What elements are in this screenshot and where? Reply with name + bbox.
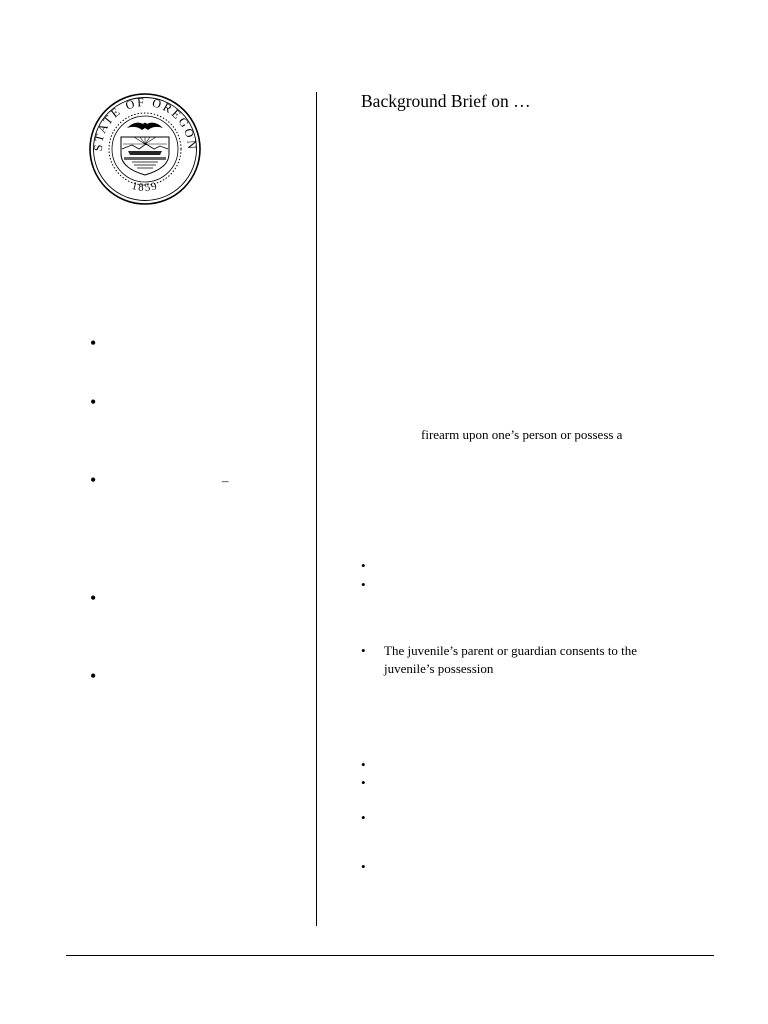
main-bullet: • bbox=[361, 810, 366, 825]
footer-divider bbox=[66, 955, 714, 956]
seal-top-text: STATE OF OREGON bbox=[90, 94, 200, 152]
main-bullet: • bbox=[361, 577, 366, 592]
main-bullet: • bbox=[361, 757, 366, 772]
sidebar-bullet: • bbox=[90, 588, 97, 608]
page-title: Background Brief on … bbox=[361, 91, 531, 111]
body-text-fragment: firearm upon one’s person or possess a bbox=[421, 427, 623, 442]
svg-text:1859 bbox=[130, 180, 159, 194]
sidebar-bullet: • bbox=[90, 470, 97, 490]
sidebar-bullet: • bbox=[90, 666, 97, 686]
main-bullet: • bbox=[361, 859, 366, 874]
seal-icon bbox=[88, 92, 202, 206]
sidebar-dash: – bbox=[222, 473, 229, 488]
sidebar-bullet: • bbox=[90, 333, 97, 353]
main-bullet: • bbox=[361, 558, 366, 573]
column-divider bbox=[316, 92, 317, 926]
sidebar-bullet: • bbox=[90, 392, 97, 412]
oregon-state-seal bbox=[88, 92, 202, 206]
seal-year: 1859 bbox=[130, 179, 160, 194]
main-bullet: • bbox=[361, 775, 366, 790]
bullet-text-line: juvenile’s possession bbox=[384, 661, 494, 676]
bullet-text-line: The juvenile’s parent or guardian consents to the bbox=[384, 643, 638, 658]
main-bullet: • bbox=[361, 643, 366, 658]
